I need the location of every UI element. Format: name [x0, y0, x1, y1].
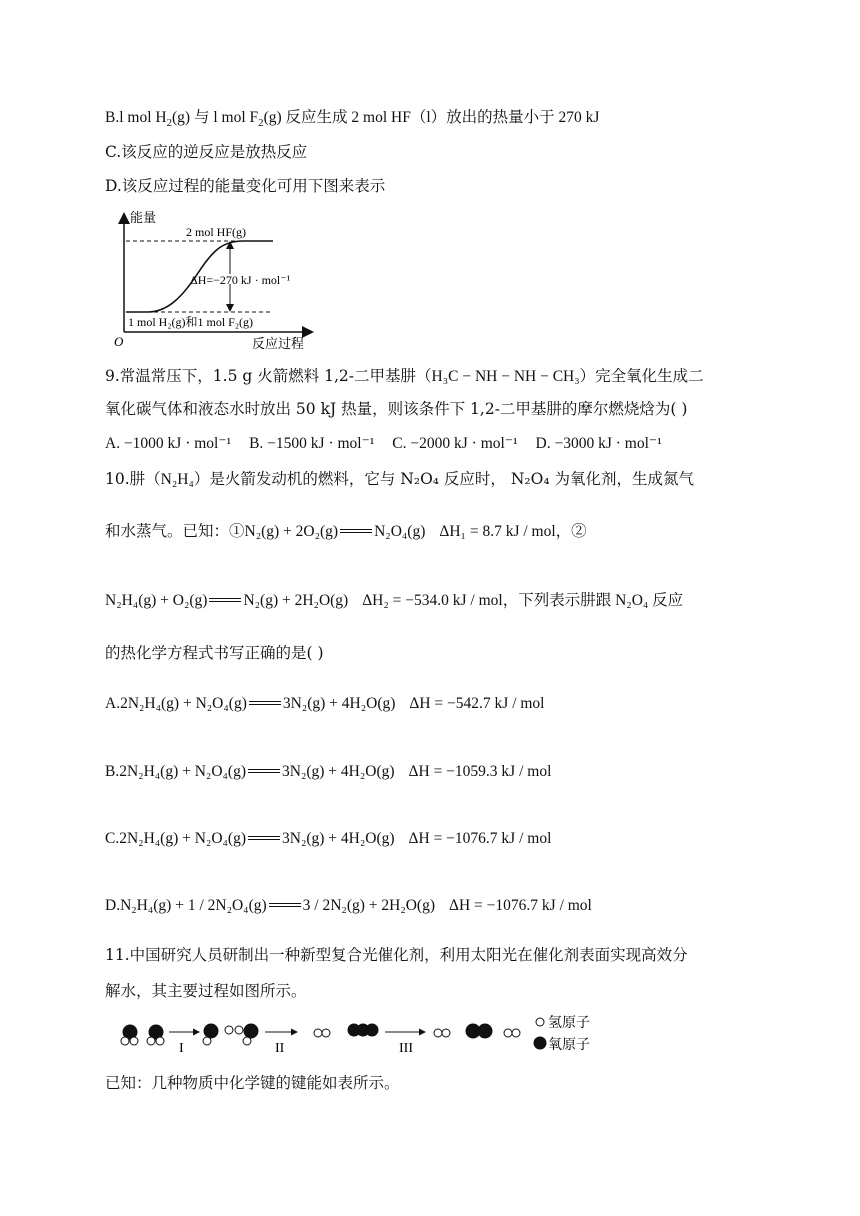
option-b-line: B.l mol $H_2(g)$ 与 l mol $F_2(g)$ 反应生成 2 mol HF（l）放出的热量小于 270 kJ [105, 109, 600, 130]
q10-line4: 的热化学方程式书写正确的是( ) [105, 644, 324, 662]
q9-option-a: A. −1000 kJ · mol⁻¹ [105, 435, 232, 452]
step-ii-label: II [275, 1041, 285, 1056]
step-i-label: I [179, 1041, 184, 1056]
top-level-label: 2 mol HF(g) [186, 225, 246, 239]
step-iii-label: III [399, 1041, 413, 1056]
q10-line1: 10.肼（N₂H₄）是火箭发动机的燃料，它与 N₂O₄ 反应时， N₂O₄ 为氧化剂，生成氮气 [105, 470, 694, 488]
q10-option-a: A.2N₂H₄(g) + N₂O₄(g) 3N₂(g) + 4H₂O(g) ΔH = −542.7 kJ / mol [105, 695, 545, 712]
q9-line2: 氧化碳气体和液态水时放出 50 kJ 热量，则该条件下 1,2-二甲基肼的摩尔燃烧焓为( ) [105, 400, 688, 418]
q11-footer: 已知：几种物质中化学键的键能如表所示。 [105, 1074, 400, 1092]
q10-line3: N₂H₄(g) + O₂(g) N₂(g) + 2H₂O(g) ΔH₂ = −534.0 kJ / mol，下列表示肼跟 N₂O₄ 反应 [105, 592, 684, 609]
delta-h-label: ΔH=−270 kJ · mol⁻¹ [190, 273, 291, 287]
q9-line1: 9.常温常压下，1.5 g 火箭燃料 1,2-二甲基肼（H₃C − NH − NH − CH₃）完全氧化生成二 [105, 367, 704, 385]
water-splitting-diagram [115, 1010, 610, 1060]
legend-oxygen: 氧原子 [548, 1038, 590, 1053]
option-d-line: D.该反应过程的能量变化可用下图来表示 [105, 177, 386, 195]
q10-line2: 和水蒸气。已知：①N₂(g) + 2O₂(g) N₂O₄(g) ΔH₁ = 8.7 kJ / mol，② [105, 522, 587, 540]
q9-option-c: C. −2000 kJ · mol⁻¹ [392, 435, 518, 452]
q9-option-d: D. −3000 kJ · mol⁻¹ [535, 435, 662, 452]
option-c-line: C.该反应的逆反应是放热反应 [105, 143, 308, 161]
q10-option-c: C.2N₂H₄(g) + N₂O₄(g) 3N₂(g) + 4H₂O(g) ΔH = −1076.7 kJ / mol [105, 830, 552, 847]
q11-line2: 解水，其主要过程如图所示。 [105, 982, 307, 1000]
legend-hydrogen: 氢原子 [548, 1016, 590, 1031]
y-axis-label: 能量 [130, 210, 157, 225]
q10-option-b: B.2N₂H₄(g) + N₂O₄(g) 3N₂(g) + 4H₂O(g) ΔH = −1059.3 kJ / mol [105, 763, 552, 780]
q11-line1: 11.中国研究人员研制出一种新型复合光催化剂，利用太阳光在催化剂表面实现高效分 [105, 946, 688, 964]
q10-option-d: D.N₂H₄(g) + 1 / 2N₂O₄(g) 3 / 2N₂(g) + 2H₂O(g) ΔH = −1076.7 kJ / mol [105, 897, 592, 914]
x-axis-label: 反应过程 [252, 336, 305, 350]
origin-label: O [114, 334, 124, 349]
bottom-level-label: 1 mol H₂(g)和1 mol F₂(g) [128, 315, 254, 329]
q9-options [105, 433, 662, 455]
q9-option-b: B. −1500 kJ · mol⁻¹ [249, 435, 375, 452]
energy-diagram [108, 208, 318, 350]
